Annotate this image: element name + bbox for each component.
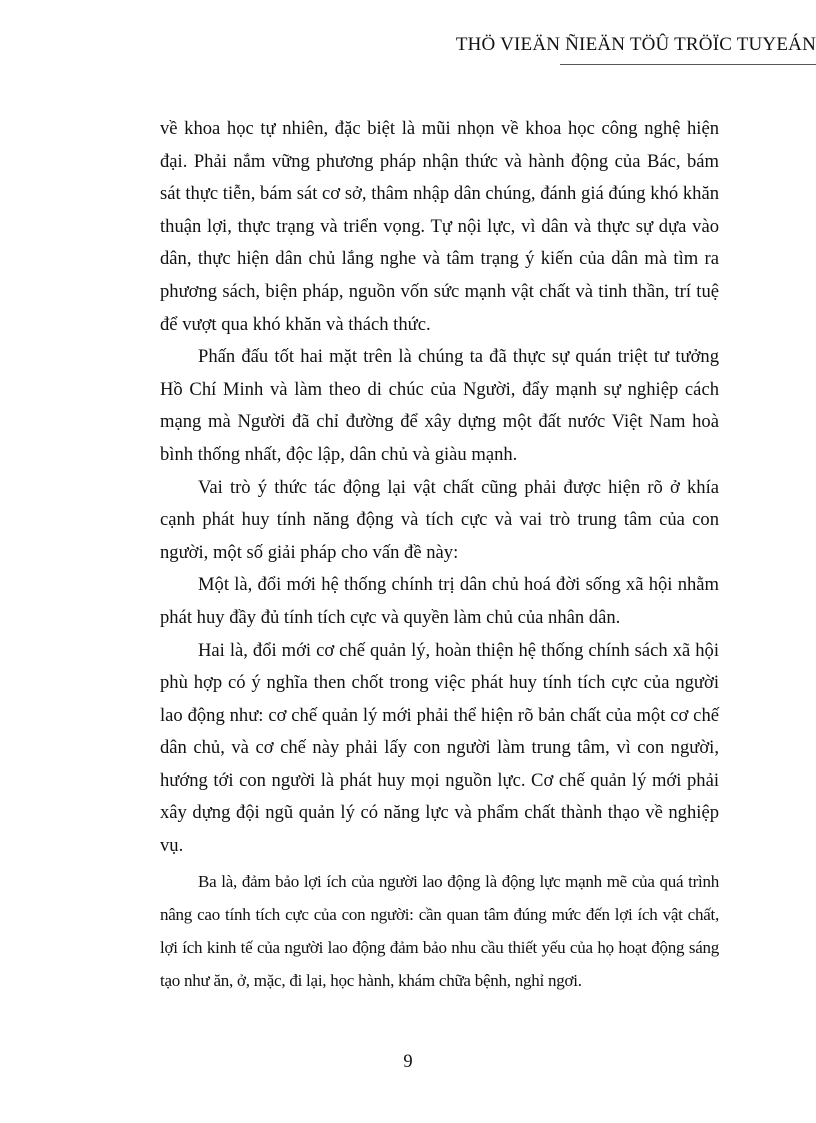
paragraph-6: Ba là, đảm bảo lợi ích của người lao động là động lực mạnh mẽ của quá trình nâng cao tính tích cực của con người: cần quan tâm đúng mức đến lợi ích vật chất, lợi ích kinh tế của người lao động đảm bảo nhu cầu thiết yếu của họ hoạt động sáng tạo như ăn, ở, mặc, đi lại, học hành, khám chữa bệnh, nghỉ ngơi. <box>160 871 719 990</box>
paragraph-4: Một là, đổi mới hệ thống chính trị dân chủ hoá đời sống xã hội nhằm phát huy đầy đủ tính tích cực và quyền làm chủ của nhân dân. <box>160 574 719 628</box>
paragraph-1: về khoa học tự nhiên, đặc biệt là mũi nhọn về khoa học công nghệ hiện đại. Phải nắm vững phương pháp nhận thức và hành động của Bác, bám sát thực tiễn, bám sát cơ sở, thâm nhập dân chúng, đánh giá đúng khó khăn thuận lợi, thực trạng và triển vọng. Tự nội lực, vì dân và thực sự dựa vào dân, thực hiện dân chủ lắng nghe và tâm trạng ý kiến của dân mà tìm ra phương sách, biện pháp, nguồn vốn sức mạnh vật chất và tinh thần, trí tuệ để vượt qua khó khăn và thách thức. <box>160 118 719 335</box>
page-number: 9 <box>403 1052 413 1072</box>
header-divider <box>560 64 816 65</box>
paragraph-2: Phấn đấu tốt hai mặt trên là chúng ta đã thực sự quán triệt tư tưởng Hồ Chí Minh và làm theo di chúc của Người, đẩy mạnh sự nghiệp cách mạng mà Người đã chỉ đường để xây dựng một đất nước Việt Nam hoà bình thống nhất, độc lập, dân chủ và giàu mạnh. <box>160 346 719 465</box>
page-header: THÖ VIEÄN ÑIEÄN TÖÛ TRÖÏC TUYEÁN <box>455 34 816 55</box>
body-text <box>160 113 719 997</box>
paragraph-3: Vai trò ý thức tác động lại vật chất cũng phải được hiện rõ ở khía cạnh phát huy tính năng động và tích cực và vai trò trung tâm của con người, một số giải pháp cho vấn đề này: <box>160 476 719 563</box>
paragraph-5: Hai là, đổi mới cơ chế quản lý, hoàn thiện hệ thống chính sách xã hội phù hợp có ý nghĩa then chốt trong việc phát huy tính tích cực của người lao động như: cơ chế quản lý mới phải thể hiện rõ bản chất của một cơ chế dân chủ, và cơ chế này phải lấy con người làm trung tâm, vì con người, hướng tới con người là phát huy mọi nguồn lực. Cơ chế quản lý mới phải xây dựng đội ngũ quản lý có năng lực và phẩm chất thành thạo về nghiệp vụ. <box>160 639 719 857</box>
